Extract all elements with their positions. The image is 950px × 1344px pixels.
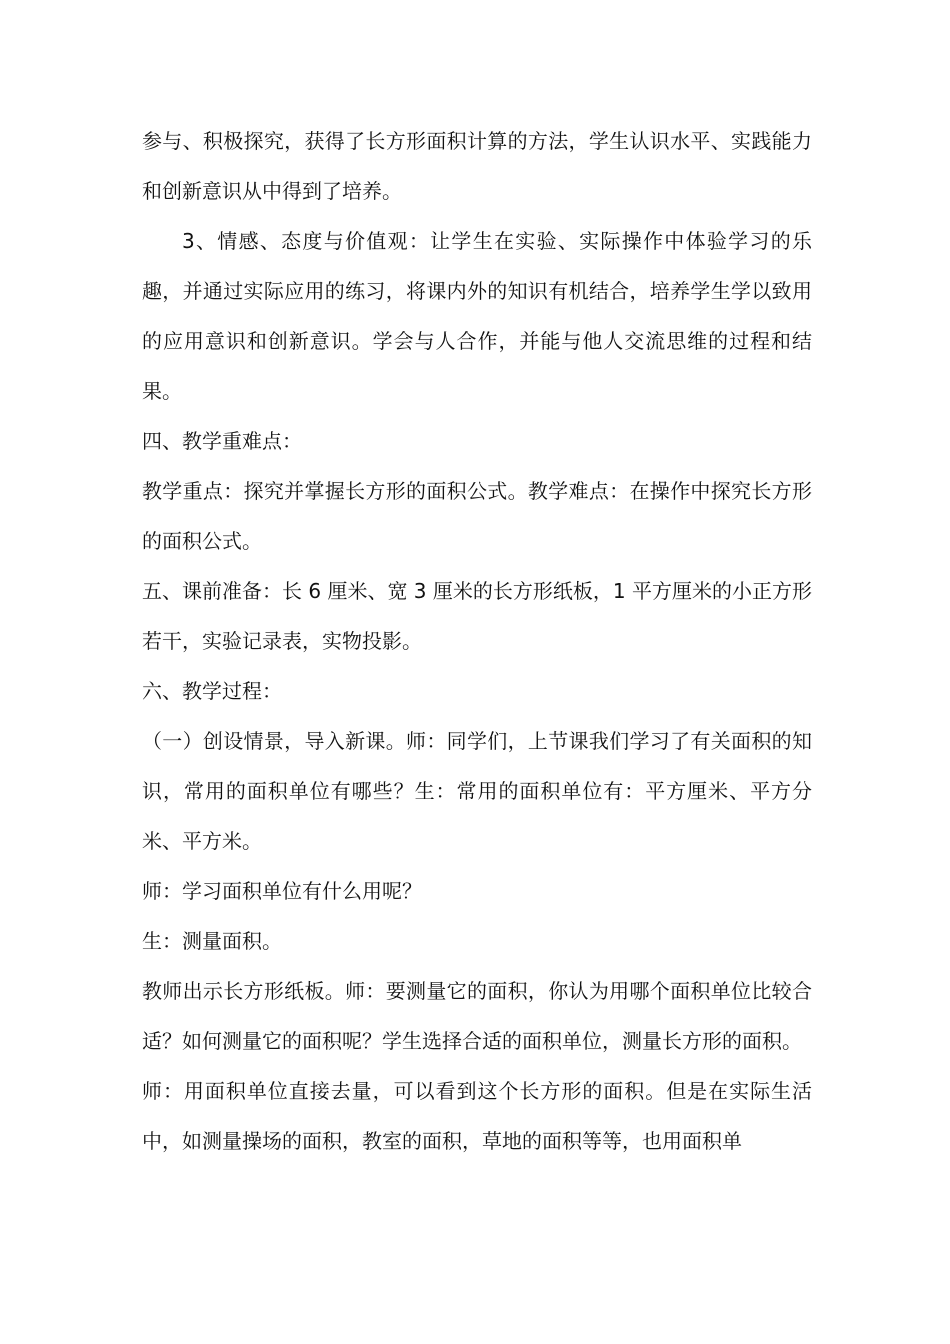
paragraph-rectangle-board: 教师出示长方形纸板。师：要测量它的面积，你认为用哪个面积单位比较合适？如何测量它的面积呢？学生选择合适的面积单位，测量长方形的面积。 bbox=[142, 979, 812, 1053]
document-body bbox=[142, 116, 812, 1166]
paragraph-learning-outcome-continuation: 参与、积极探究，获得了长方形面积计算的方法，学生认识水平、实践能力和创新意识从中得到了培养。 bbox=[142, 129, 812, 203]
paragraph-real-life-measurement: 师：用面积单位直接去量，可以看到这个长方形的面积。但是在实际生活中，如测量操场的面积，教室的面积，草地的面积等等，也用面积单 bbox=[142, 1079, 812, 1153]
paragraph-preparation: 五、课前准备：长 6 厘米、宽 3 厘米的长方形纸板，1 平方厘米的小正方形若干，实验记录表，实物投影。 bbox=[142, 579, 812, 653]
paragraph-teacher-question: 师：学习面积单位有什么用呢？ bbox=[142, 879, 422, 903]
paragraph-student-answer: 生：测量面积。 bbox=[142, 929, 282, 953]
paragraph-key-difficult-points: 教学重点：探究并掌握长方形的面积公式。教学难点：在操作中探究长方形的面积公式。 bbox=[142, 479, 812, 553]
paragraph-emotion-attitude-values: 3、情感、态度与价值观：让学生在实验、实际操作中体验学习的乐趣，并通过实际应用的练习，将课内外的知识有机结合，培养学生学以致用的应用意识和创新意识。学会与人合作，并能与他人交流思维的过程和结果。 bbox=[142, 229, 812, 403]
heading-teaching-process: 六、教学过程： bbox=[142, 679, 282, 703]
heading-key-difficult-points: 四、教学重难点： bbox=[142, 429, 302, 453]
paragraph-introduction: （一）创设情景，导入新课。师：同学们，上节课我们学习了有关面积的知识，常用的面积单位有哪些？生：常用的面积单位有：平方厘米、平方分米、平方米。 bbox=[142, 729, 812, 853]
